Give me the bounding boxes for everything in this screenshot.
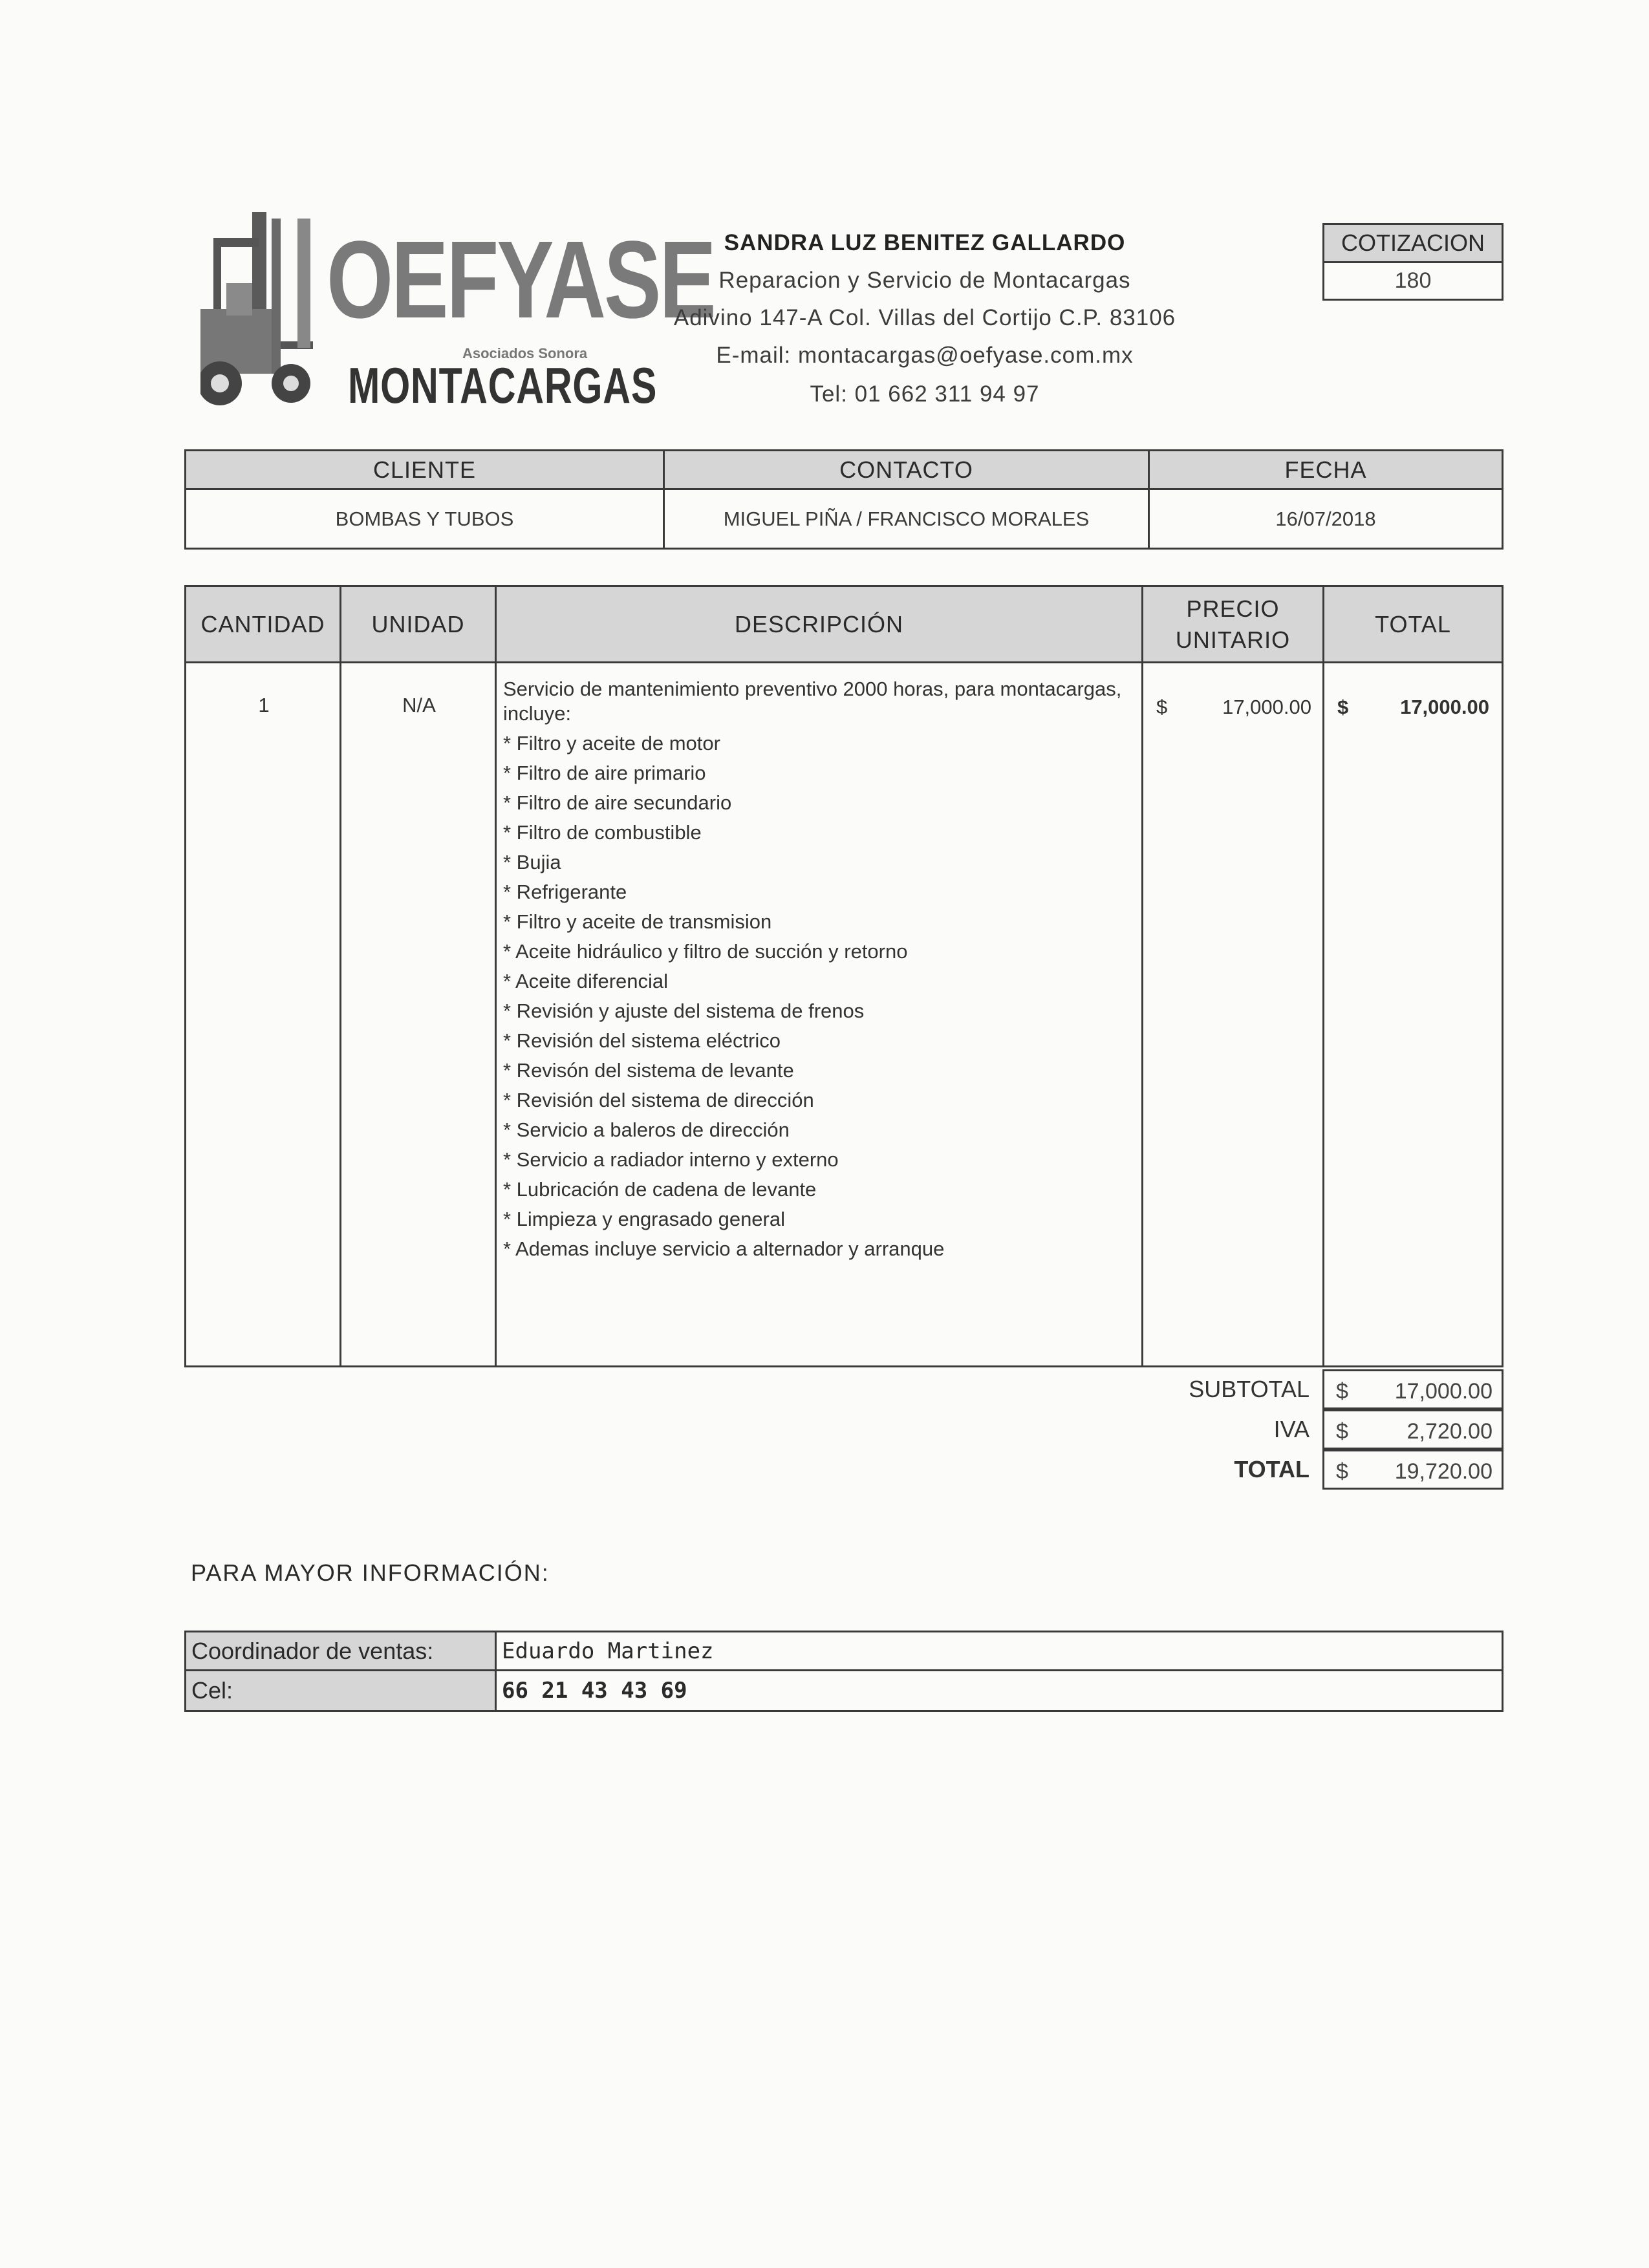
company-address: Adivino 147-A Col. Villas del Cortijo C.P. 83106 (673, 305, 1176, 330)
description-line: * Bujia (503, 851, 561, 873)
client-table (184, 449, 1503, 550)
unit-price-header-line1: PRECIO (1186, 595, 1280, 622)
description-line: * Limpieza y engrasado general (503, 1208, 785, 1230)
description-line: incluye: (503, 702, 572, 725)
date-value: 16/07/2018 (1275, 507, 1376, 530)
iva-currency: $ (1336, 1419, 1348, 1444)
grand-total-label: TOTAL (1234, 1456, 1310, 1482)
date-header: FECHA (1150, 451, 1502, 490)
unit-price-value: 17,000.00 (1222, 696, 1311, 718)
description-line: * Filtro y aceite de transmision (503, 910, 772, 933)
unit-price-header-line2: UNITARIO (1175, 626, 1291, 653)
contact-value: MIGUEL PIÑA / FRANCISCO MORALES (665, 490, 1150, 548)
description-line: * Revisión y ajuste del sistema de frenos (503, 1000, 865, 1022)
description-header: DESCRIPCIÓN (497, 587, 1143, 663)
description-line: Servicio de mantenimiento preventivo 2000 horas, para montacargas, (503, 678, 1122, 700)
description-line: * Servicio a radiador interno y externo (503, 1148, 839, 1171)
client-header: CLIENTE (186, 451, 665, 490)
iva-box (1322, 1409, 1503, 1450)
quote-box (1322, 223, 1503, 301)
unit-price-currency: $ (1156, 696, 1168, 718)
company-email: E-mail: montacargas@oefyase.com.mx (716, 343, 1134, 368)
info-heading: PARA MAYOR INFORMACIÓN: (191, 1559, 550, 1586)
description-line: * Filtro de combustible (503, 821, 702, 844)
description-line: * Refrigerante (503, 881, 627, 903)
info-table (184, 1631, 1503, 1712)
sales-coordinator-label: Coordinador de ventas: (186, 1632, 497, 1671)
item-description (497, 678, 1140, 1324)
description-line: * Revisión del sistema eléctrico (503, 1029, 781, 1052)
grand-total-currency: $ (1336, 1459, 1348, 1484)
logo-subtitle: Asociados Sonora (462, 345, 588, 361)
total-currency: $ (1337, 696, 1349, 718)
description-line: * Ademas incluye servicio a alternador y arranque (503, 1237, 945, 1260)
company-name: SANDRA LUZ BENITEZ GALLARDO (724, 230, 1126, 255)
company-logo (200, 212, 715, 414)
item-quantity: 1 (258, 694, 270, 716)
quote-number: 180 (1394, 268, 1432, 293)
grand-total-amount: 19,720.00 (1394, 1459, 1493, 1484)
total-header: TOTAL (1324, 587, 1502, 663)
subtotal-currency: $ (1336, 1379, 1348, 1404)
cell-label: Cel: (186, 1671, 497, 1710)
description-line: * Aceite diferencial (503, 970, 669, 992)
company-description: Reparacion y Servicio de Montacargas (718, 268, 1131, 293)
description-line: * Aceite hidráulico y filtro de succión y retorno (503, 940, 908, 963)
item-unit: N/A (402, 694, 436, 716)
logo-name: OEFYASE (327, 219, 715, 341)
description-line: * Servicio a baleros de dirección (503, 1118, 790, 1141)
cell-value: 66 21 43 43 69 (502, 1678, 687, 1704)
contact-header: CONTACTO (665, 451, 1150, 490)
subtotal-label: SUBTOTAL (1189, 1376, 1310, 1402)
unit-header: UNIDAD (341, 587, 497, 663)
total-value: 17,000.00 (1400, 696, 1489, 718)
unit-price-header (1143, 587, 1324, 663)
iva-label: IVA (1273, 1416, 1310, 1442)
company-phone: Tel: 01 662 311 94 97 (810, 381, 1040, 407)
items-table (184, 585, 1503, 1367)
quote-label: COTIZACION (1324, 225, 1502, 263)
description-line: * Revisón del sistema de levante (503, 1059, 794, 1082)
description-line: * Revisión del sistema de dirección (503, 1089, 814, 1111)
iva-amount: 2,720.00 (1406, 1419, 1493, 1444)
subtotal-box (1322, 1369, 1503, 1409)
description-line: * Filtro de aire secundario (503, 791, 732, 814)
subtotal-amount: 17,000.00 (1394, 1379, 1493, 1404)
sales-coordinator-value: Eduardo Martinez (497, 1632, 1502, 1671)
logo-tagline: MONTACARGAS (348, 357, 658, 414)
quantity-header: CANTIDAD (186, 587, 341, 663)
grand-total-box (1322, 1450, 1503, 1490)
description-line: * Filtro de aire primario (503, 762, 706, 784)
description-line: * Lubricación de cadena de levante (503, 1178, 817, 1201)
client-value: BOMBAS Y TUBOS (186, 490, 665, 548)
description-line: * Filtro y aceite de motor (503, 732, 720, 754)
